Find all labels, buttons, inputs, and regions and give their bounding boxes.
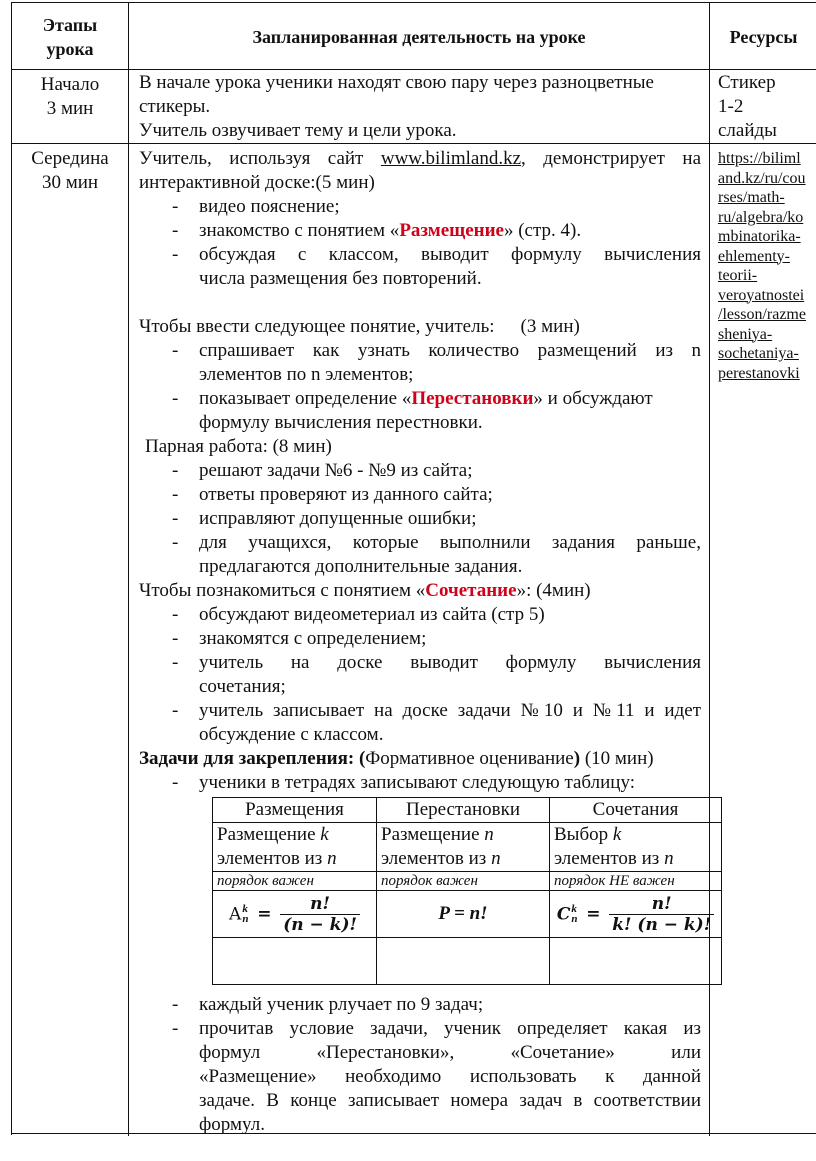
dash: - [172,604,179,625]
row1-resources [718,71,816,143]
bullet-text: ученики в тетрадях записывают следующую таблицу: [199,772,635,793]
dash: - [172,994,179,1015]
link-line[interactable]: ehlementy- [718,247,790,265]
link-line[interactable]: and.kz/ru/cou [718,169,806,187]
row1-stage-time: 3 мин [46,98,94,119]
fraction-den: k! (n − k)! [612,914,712,935]
resource-link[interactable] [718,149,816,383]
fraction-den: (n − k)! [283,914,357,935]
row-divider-1 [12,69,816,70]
bullet-11 [139,627,701,651]
bullet-16-cont: формул. [199,1114,265,1135]
dash: - [172,772,179,793]
bullet-3 [139,243,701,267]
bullet-text: каждый ученик рлучает по 9 задач; [199,994,484,1015]
para-2 [139,315,701,339]
bullet-5 [139,387,701,411]
lesson-plan-table [11,2,816,1135]
bullet-7 [139,483,701,507]
formula-eq: = [257,904,272,924]
empty-cell [550,938,722,985]
bullet-text: » и обсуждают [533,388,653,409]
def-var: n [484,824,494,845]
row1-stage-name: Начало [40,74,100,95]
col-header-permutations: Перестановки [377,798,550,823]
para-time: (10 мин) [580,748,654,769]
bullet-4 [139,339,701,363]
header-stages-line2: урока [46,39,94,59]
bullet-text: знакомство с понятием « [199,220,400,241]
row1-resource: 1-2 [718,96,744,117]
dash: - [172,532,179,553]
row2-stage [12,147,128,195]
formula-fraction [280,894,360,935]
dash: - [172,508,179,529]
col-divider-1 [128,3,129,1136]
def-text: элементов из [554,848,665,869]
def-placements [213,823,377,872]
link-line[interactable]: ru/algebra/ko [718,208,804,226]
formula-sup: k [571,903,577,915]
col-header-combinations: Сочетания [550,798,722,823]
link-line[interactable]: perestanovki [718,364,800,382]
para-text: Формативное оценивание [365,748,574,769]
bullet-12-cont: сочетания; [199,676,286,697]
bullet-2 [139,219,701,243]
formula-symbol: C [556,904,571,924]
link-line[interactable]: teorii- [718,267,758,284]
link-line[interactable]: sochetaniya- [718,345,799,362]
row2-stage-time: 30 мин [41,172,99,193]
para-3 [139,579,701,603]
bilimland-link[interactable]: www.bilimland.kz [380,148,522,169]
fraction-num: n! [280,894,360,915]
link-line[interactable]: mbinatorika- [718,228,801,245]
formula-table [212,797,722,985]
row1-line: стикеры. [139,96,211,117]
formula-sup: k [242,903,248,915]
link-line[interactable]: /lesson/razme [718,306,806,323]
def-var: n [664,848,674,869]
bullet-text: обсуждают видеометериал из сайта (стр 5) [199,604,545,625]
header-planned: Запланированная деятельность на уроке [252,27,586,47]
formula-combinations [550,891,722,938]
term-permutations: Перестановки [411,388,534,409]
row2-stage-name: Середина [31,148,109,169]
para-text: Чтобы ввести следующее понятие, учитель: [139,316,495,337]
bullet-12 [139,651,701,675]
dash: - [172,388,179,409]
dash: - [172,484,179,505]
pair-work: Парная работа: (8 мин) [145,436,332,457]
note-order-matters: порядок важен [213,872,377,891]
def-var: k [612,824,622,845]
def-text: Размещение [217,824,321,845]
link-line[interactable]: https://biliml [718,150,801,167]
bullet-16-cont: задаче. В конце записывает номера задач в соответствии [199,1090,701,1111]
bullet-text: учитель записывает на доске задачи №10 и №11 и идет [199,700,701,721]
bullet-1 [139,195,701,219]
bullet-9 [139,531,701,555]
bullet-text: прочитав условие задачи, ученик определяет какая из [199,1018,701,1039]
link-line[interactable]: veroyatnostei [718,286,805,304]
empty-cell [377,938,550,985]
link-line[interactable]: rses/math- [718,189,785,206]
spacer [139,291,701,315]
formula-sub: n [242,913,249,925]
bullet-text: решают задачи №6 - №9 из сайта; [199,460,473,481]
row2-activity-end [139,993,701,1137]
def-text: элементов из [217,848,328,869]
note-order-matters: порядок важен [377,872,550,891]
intro-text: , демонстрирует на [521,148,702,169]
note-order-not-matters: порядок НЕ важен [550,872,722,891]
bullet-text: спрашивает как узнать количество размещений из n [199,340,701,361]
bullet-14 [139,771,701,795]
formula-placements [213,891,377,938]
bullet-16 [139,1017,701,1041]
bullet-8 [139,507,701,531]
formula-permutations: P = n! [377,891,550,938]
def-combinations [550,823,722,872]
bullet-text: » (стр. 4). [503,220,582,241]
row1-stage [12,73,128,121]
bullet-15 [139,993,701,1017]
intro-line-2: интерактивной доске:(5 мин) [139,172,375,193]
dash: - [172,340,179,361]
bullet-text: для учащихся, которые выполнили задания раньше, [199,532,701,553]
header-stages [12,13,128,61]
def-var: k [320,824,329,845]
bullet-text: видео пояснение; [199,196,340,217]
formula-eq: = [586,904,601,924]
row1-line: В начале урока ученики находят свою пару через разноцветные [139,72,654,93]
row-divider-2 [12,143,816,144]
dash: - [172,1018,179,1039]
formula-fraction [609,894,714,935]
term-combination: Сочетание [425,580,517,601]
dash: - [172,244,179,265]
bullet-10 [139,603,701,627]
bullet-text: ответы проверяют из данного сайта; [199,484,493,505]
dash: - [172,220,179,241]
dash: - [172,196,179,217]
para-text: »: (4мин) [516,580,591,601]
bullet-9-cont: предлагаются дополнительные задания. [199,556,523,577]
row2-activity [139,147,701,795]
bullet-text: исправляют допущенные ошибки; [199,508,477,529]
para-4 [139,747,701,771]
para-text: Чтобы познакомиться с понятием « [139,580,426,601]
bullet-text: показывает определение « [199,388,412,409]
dash: - [172,700,179,721]
def-text: Размещение [381,824,485,845]
row1-line: Учитель озвучивает тему и цели урока. [139,120,457,141]
bullet-16-cont: «Размещение» необходимо использовать к данной [199,1066,701,1087]
bullet-text: обсуждая с классом, выводит формулу вычисления [199,244,701,265]
def-text: Выбор [554,824,613,845]
col-header-placements: Размещения [213,798,377,823]
def-text: элементов из [381,848,492,869]
dash: - [172,652,179,673]
bullet-16-cont: формул «Перестановки», «Сочетание» или [199,1042,701,1063]
intro-line [139,147,701,171]
row1-resource: слайды [718,120,777,141]
bullet-13-cont: обсуждение с классом. [199,724,384,745]
fraction-num: n! [609,894,714,915]
def-permutations [377,823,550,872]
term-placement: Размещение [399,220,504,241]
link-line[interactable]: sheniya- [718,325,773,343]
para-bold: ) [573,748,581,769]
def-var: n [491,848,501,869]
bullet-text: учитель на доске выводит формулу вычисления [199,652,701,673]
row1-activity [139,71,704,143]
para-time: (3 мин) [520,316,580,337]
para-bold: Задачи для закрепления: ( [139,748,366,769]
intro-text: Учитель, используя сайт [139,148,364,169]
bullet-4-cont: элементов по n элементов; [199,364,414,385]
formula-symbol: A [229,904,242,924]
formula-indices [571,904,577,924]
dash: - [172,460,179,481]
header-resources: Ресурсы [729,27,798,47]
row1-resource: Стикер [718,72,776,93]
header-stages-line1: Этапы [42,15,98,35]
formula-indices [242,904,248,924]
formula-sub: n [571,913,578,925]
empty-cell [213,938,377,985]
bullet-6 [139,459,701,483]
bullet-3-cont: числа размещения без повторений. [199,268,482,289]
bullet-5-cont: формулу вычисления перестновки. [199,412,483,433]
bullet-13 [139,699,701,723]
def-var: n [327,848,337,869]
dash: - [172,628,179,649]
bullet-text: знакомятся с определением; [199,628,427,649]
